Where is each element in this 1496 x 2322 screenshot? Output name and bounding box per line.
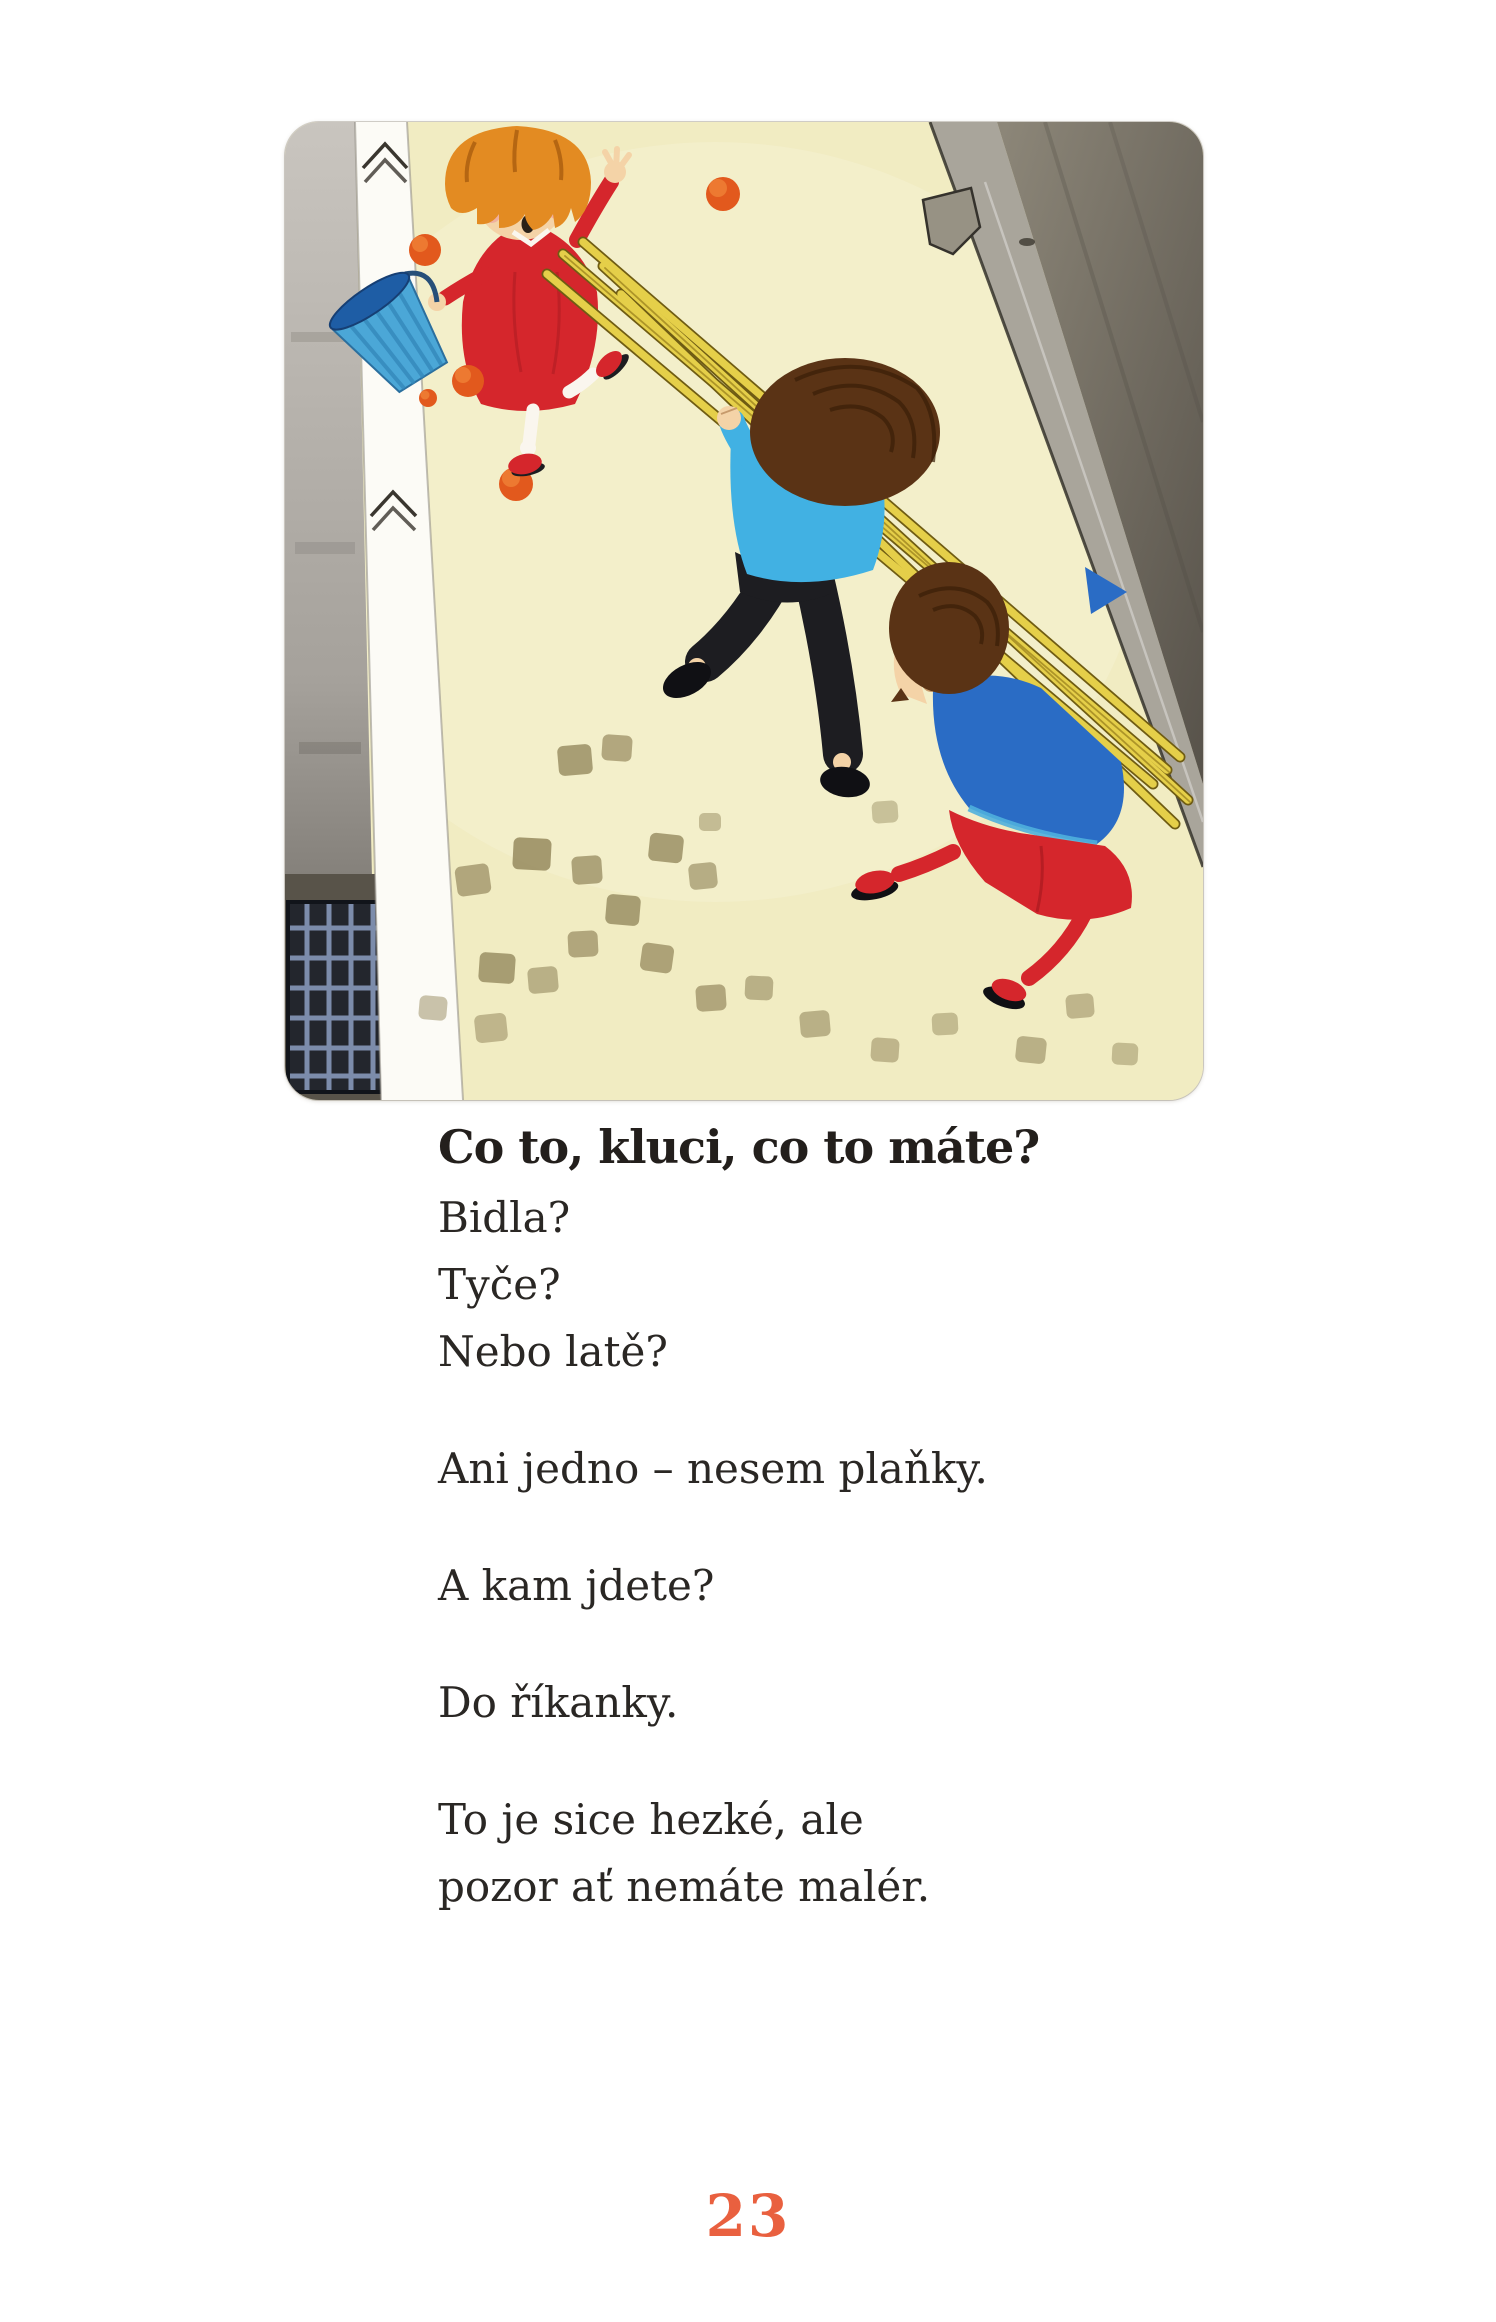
boy2-hair — [889, 562, 1009, 694]
illustration-canvas — [285, 122, 1203, 1100]
poem-block — [438, 1118, 1158, 1970]
poem-stanza: Do říkanky. — [438, 1678, 679, 1727]
boy1-hair — [750, 358, 940, 506]
storybook-illustration — [285, 122, 1203, 1100]
poem-stanza: Ani jedno – nesem plaňky. — [438, 1444, 988, 1493]
boy1-hand-gripping — [717, 406, 741, 430]
poem-stanza: A kam jdete? — [438, 1561, 715, 1610]
poem-stanza: To je sice hezké, ale pozor ať nemáte malér. — [438, 1795, 931, 1911]
poem-title: Co to, kluci, co to máte? — [438, 1120, 1040, 1174]
poem-stanza: Bidla? Tyče? Nebo latě? — [438, 1193, 668, 1376]
page-number: 23 — [705, 2182, 791, 2250]
drain-grate — [285, 874, 385, 1100]
poem-stanzas — [438, 1184, 1158, 1920]
